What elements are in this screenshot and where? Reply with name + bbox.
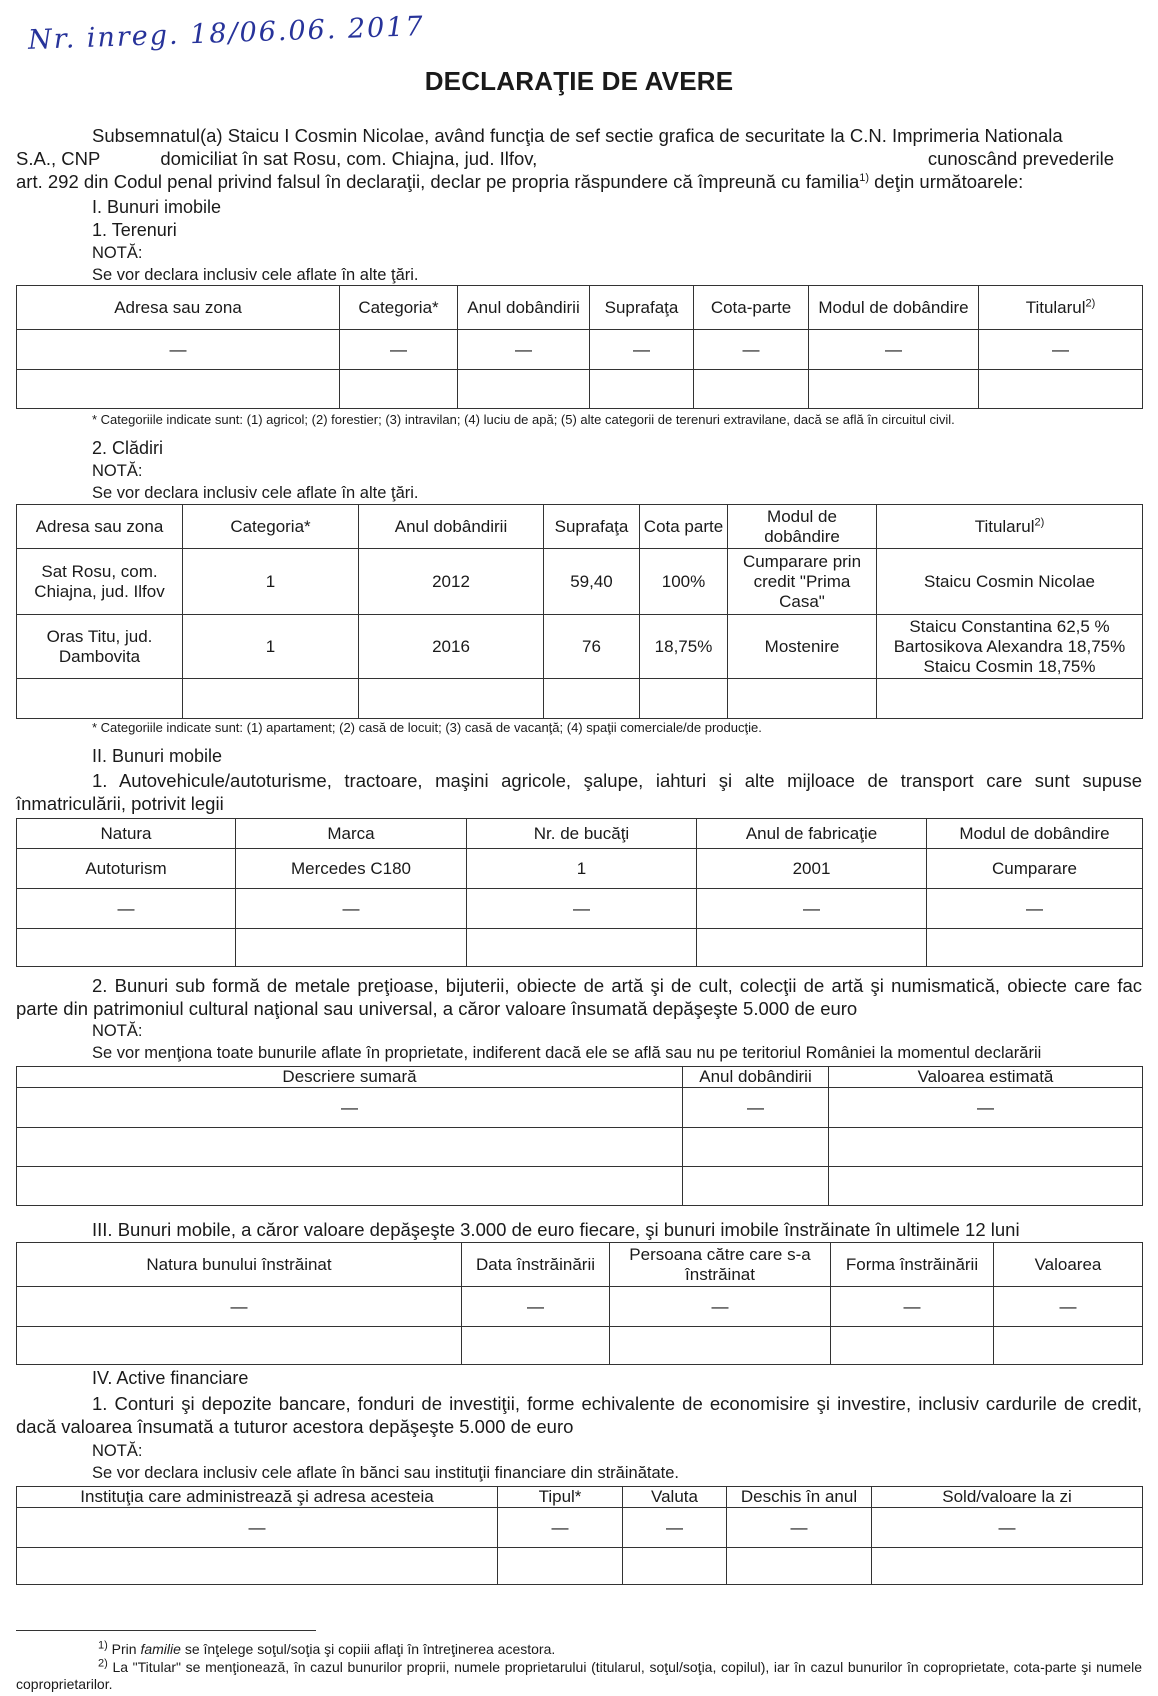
table-cell xyxy=(727,1548,872,1585)
table-cell: Cumparare prin credit "Prima Casa" xyxy=(728,549,877,615)
table-cell: Staicu Constantina 62,5 % Bartosikova Alexandra 18,75% Staicu Cosmin 18,75% xyxy=(877,615,1143,679)
footnote-categories-cladiri: * Categoriile indicate sunt: (1) apartament; (2) casă de locuit; (3) casă de vacanţă; (4) spaţii comerciale/de producţie. xyxy=(92,720,762,735)
col-header: Anul de fabricaţie xyxy=(697,819,927,849)
table-cell xyxy=(590,370,694,409)
nota-text: Se vor menţiona toate bunurile aflate în proprietate, indiferent dacă ele se află sau nu pe teritoriul României la momentul declarării xyxy=(92,1044,1042,1062)
table-header-row xyxy=(17,1243,1143,1287)
col-header: Cota-parte xyxy=(694,286,809,330)
table-header-row xyxy=(17,1487,1143,1508)
col-header: Cota parte xyxy=(640,505,728,549)
table-cell xyxy=(236,929,467,967)
table-cell: — xyxy=(809,330,979,370)
nota-label: NOTĂ: xyxy=(92,1022,143,1040)
table-autovehicule xyxy=(16,818,1143,967)
table-cell xyxy=(994,1327,1143,1365)
section-heading-mobile: II. Bunuri mobile xyxy=(92,746,223,766)
col-header: Valoarea xyxy=(994,1243,1143,1287)
table-row xyxy=(17,1327,1143,1365)
col-header: Modul de dobândire xyxy=(809,286,979,330)
table-cell: — xyxy=(727,1508,872,1548)
nota-text: Se vor declara inclusiv cele aflate în bănci sau instituţii financiare din străinătate. xyxy=(92,1464,679,1482)
table-cell xyxy=(340,370,458,409)
table-cell: — xyxy=(979,330,1143,370)
paragraph-autovehicule xyxy=(16,769,1142,815)
col-header xyxy=(979,286,1143,330)
nota-label: NOTĂ: xyxy=(92,462,143,480)
col-header: Natura bunului înstrăinat xyxy=(17,1243,462,1287)
handwritten-registration-note: Nr. inreg. 18/06.06. 2017 xyxy=(27,11,426,56)
table-header-row xyxy=(17,1067,1143,1088)
table-cell xyxy=(462,1327,610,1365)
col-header: Persoana către care s-a înstrăinat xyxy=(610,1243,831,1287)
section-heading-instrainate: III. Bunuri mobile, a căror valoare depăşeşte 3.000 de euro fiecare, şi bunuri imobile înstrăinate în ultimele 12 luni xyxy=(92,1219,1020,1240)
table-cell: — xyxy=(829,1088,1143,1128)
nota-text: Se vor declara inclusiv cele aflate în alte ţări. xyxy=(92,266,419,284)
table-cell: — xyxy=(927,889,1143,929)
footnote-2 xyxy=(16,1659,1142,1693)
table-row xyxy=(17,929,1143,967)
footnote-ref-2: 2) xyxy=(1034,515,1045,528)
table-row xyxy=(17,849,1143,889)
table-cell: — xyxy=(17,1088,683,1128)
table-cell: Staicu Cosmin Nicolae xyxy=(877,549,1143,615)
table-cell xyxy=(829,1167,1143,1206)
table-cell: 59,40 xyxy=(544,549,640,615)
table-cell: — xyxy=(694,330,809,370)
intro-line-2 xyxy=(16,147,1114,170)
table-row xyxy=(17,679,1143,719)
table-cell: — xyxy=(994,1287,1143,1327)
table-cell xyxy=(498,1548,623,1585)
table-cell xyxy=(683,1128,829,1167)
col-header: Marca xyxy=(236,819,467,849)
col-header: Adresa sau zona xyxy=(17,505,183,549)
intro-line-1: Subsemnatul(a) Staicu I Cosmin Nicolae, având funcţia de sef sectie grafica de securitate la C.N. Imprimeria Nationala xyxy=(92,125,1063,146)
col-header: Adresa sau zona xyxy=(17,286,340,330)
col-header: Anul dobândirii xyxy=(359,505,544,549)
footnote-ref-1: 1) xyxy=(859,171,870,184)
table-cell: 1 xyxy=(467,849,697,889)
paragraph-bunuri-pretioase xyxy=(16,974,1142,1020)
table-header-row xyxy=(17,819,1143,849)
table-cell: 2016 xyxy=(359,615,544,679)
table-cell: — xyxy=(623,1508,727,1548)
table-row xyxy=(17,615,1143,679)
table-cell xyxy=(829,1128,1143,1167)
table-cell: — xyxy=(498,1508,623,1548)
table-row xyxy=(17,370,1143,409)
col-header: Anul dobândirii xyxy=(458,286,590,330)
table-cell: — xyxy=(872,1508,1143,1548)
table-cell xyxy=(458,370,590,409)
col-header: Deschis în anul xyxy=(727,1487,872,1508)
table-cell: 18,75% xyxy=(640,615,728,679)
table-cell xyxy=(640,679,728,719)
table-cell: 2012 xyxy=(359,549,544,615)
table-cell xyxy=(623,1548,727,1585)
table-cell xyxy=(809,370,979,409)
col-header: Forma înstrăinării xyxy=(831,1243,994,1287)
table-cell: Mostenire xyxy=(728,615,877,679)
table-cell: — xyxy=(17,330,340,370)
col-header: Nr. de bucăţi xyxy=(467,819,697,849)
nota-label: NOTĂ: xyxy=(92,244,143,262)
table-cell xyxy=(467,929,697,967)
table-cell: Autoturism xyxy=(17,849,236,889)
footnote-2-text: La "Titular" se menţionează, în cazul bunurilor proprii, numele proprietarului (titularul, soţul/soţia, copilul), iar în cazul bunurilor în coproprietate, cota-parte şi numele coproprietarilor. xyxy=(16,1659,1142,1692)
table-cell xyxy=(728,679,877,719)
intro-knowing: cunoscând prevederile xyxy=(927,148,1114,169)
table-cell: 100% xyxy=(640,549,728,615)
table-cell: — xyxy=(17,889,236,929)
table-row xyxy=(17,1128,1143,1167)
col-header: Suprafaţa xyxy=(590,286,694,330)
table-row xyxy=(17,889,1143,929)
nota-text: Se vor declara inclusiv cele aflate în alte ţări. xyxy=(92,484,419,502)
table-cell xyxy=(697,929,927,967)
table-row xyxy=(17,1548,1143,1585)
table-cell: Oras Titu, jud. Dambovita xyxy=(17,615,183,679)
table-cell: 1 xyxy=(183,549,359,615)
table-header-row xyxy=(17,286,1143,330)
paragraph-conturi-text: 1. Conturi şi depozite bancare, fonduri de investiţii, forme echivalente de economisire şi investire, inclusiv cardurile de credit, dacă valoarea însumată a tuturor acestora depăşeşte 5.000 de euro xyxy=(16,1393,1142,1437)
table-row xyxy=(17,1508,1143,1548)
col-header: Natura xyxy=(17,819,236,849)
table-cell: — xyxy=(610,1287,831,1327)
table-cell xyxy=(610,1327,831,1365)
table-cell xyxy=(17,929,236,967)
footnote-1-italic: familie xyxy=(140,1641,181,1657)
intro-line-3-text: art. 292 din Codul penal privind falsul în declaraţii, declar pe propria răspundere că împreună cu familia xyxy=(16,171,860,192)
footnote-1 xyxy=(16,1641,555,1658)
footnote-ref-2: 2) xyxy=(1085,296,1096,309)
footnote-1-text-a: Prin xyxy=(107,1641,141,1657)
table-cell: Cumparare xyxy=(927,849,1143,889)
intro-domicile: domiciliat în sat Rosu, com. Chiajna, jud. Ilfov, xyxy=(160,148,538,169)
footnote-1-text-b: se înţelege soţul/soţia şi copiii aflaţi în întreţinerea acestora. xyxy=(180,1641,556,1657)
table-cell xyxy=(831,1327,994,1365)
col-header: Valoarea estimată xyxy=(829,1067,1143,1088)
intro-line-3 xyxy=(16,170,1114,193)
table-bunuri-pretioase xyxy=(16,1066,1143,1206)
col-header: Instituţia care administrează şi adresa acesteia xyxy=(17,1487,498,1508)
section-heading-imobile: I. Bunuri imobile xyxy=(92,197,222,217)
table-cladiri xyxy=(16,504,1143,719)
col-header: Valuta xyxy=(623,1487,727,1508)
col-header: Modul de dobândire xyxy=(728,505,877,549)
table-cell xyxy=(877,679,1143,719)
col-header: Anul dobândirii xyxy=(683,1067,829,1088)
footnote-categories-terenuri: * Categoriile indicate sunt: (1) agricol; (2) forestier; (3) intravilan; (4) luciu de apă; (5) alte categorii de terenuri extravilane, dacă se află în circuitul civil. xyxy=(92,412,955,427)
col-header: Data înstrăinării xyxy=(462,1243,610,1287)
col-header: Categoria* xyxy=(340,286,458,330)
col-header: Suprafaţa xyxy=(544,505,640,549)
table-instrainate xyxy=(16,1242,1143,1365)
table-cell: Sat Rosu, com. Chiajna, jud. Ilfov xyxy=(17,549,183,615)
table-cell: — xyxy=(697,889,927,929)
intro-paragraph xyxy=(16,124,1114,193)
col-header: Descriere sumară xyxy=(17,1067,683,1088)
col-header: Tipul* xyxy=(498,1487,623,1508)
table-terenuri xyxy=(16,285,1143,409)
col-header: Sold/valoare la zi xyxy=(872,1487,1143,1508)
col-header xyxy=(877,505,1143,549)
table-row xyxy=(17,1088,1143,1128)
intro-line-3-end: deţin următoarele: xyxy=(869,171,1024,192)
footnote-2-marker: 2) xyxy=(98,1657,108,1670)
table-cell xyxy=(17,370,340,409)
table-cell: — xyxy=(340,330,458,370)
table-cell: — xyxy=(683,1088,829,1128)
table-cell xyxy=(17,1327,462,1365)
table-cell xyxy=(183,679,359,719)
table-cell xyxy=(17,1167,683,1206)
table-row xyxy=(17,330,1143,370)
footnote-1-marker: 1) xyxy=(98,1639,108,1652)
section-heading-active: IV. Active financiare xyxy=(92,1368,249,1388)
table-row xyxy=(17,1287,1143,1327)
table-cell: 1 xyxy=(183,615,359,679)
paragraph-bunuri-pretioase-text: 2. Bunuri sub formă de metale preţioase, bijuterii, obiecte de artă şi de cult, colecţii de artă şi numismatică, obiecte care fac parte din patrimoniul cultural naţional sau universal, a căror valoare însumată depăşeşte 5.000 de euro xyxy=(16,975,1142,1019)
table-header-row xyxy=(17,505,1143,549)
footnote-separator xyxy=(16,1630,316,1631)
table-cell: Mercedes C180 xyxy=(236,849,467,889)
table-row xyxy=(17,549,1143,615)
table-cell xyxy=(927,929,1143,967)
table-cell xyxy=(17,679,183,719)
nota-label: NOTĂ: xyxy=(92,1442,143,1460)
table-cell: — xyxy=(831,1287,994,1327)
table-cell: — xyxy=(17,1287,462,1327)
document-title: DECLARAŢIE DE AVERE xyxy=(424,66,734,96)
table-cell xyxy=(544,679,640,719)
paragraph-autovehicule-text: 1. Autovehicule/autoturisme, tractoare, maşini agricole, şalupe, iahturi şi alte mijloace de transport care sunt supuse înmatriculării, potrivit legii xyxy=(16,770,1142,814)
table-cell: 2001 xyxy=(697,849,927,889)
table-cell xyxy=(872,1548,1143,1585)
table-cell: — xyxy=(17,1508,498,1548)
table-cell xyxy=(694,370,809,409)
intro-cnp-label: S.A., CNP xyxy=(16,148,101,169)
subsection-cladiri: 2. Clădiri xyxy=(92,438,164,458)
table-cell: — xyxy=(467,889,697,929)
table-cell: — xyxy=(236,889,467,929)
table-cell xyxy=(979,370,1143,409)
table-cell xyxy=(17,1128,683,1167)
table-cell xyxy=(359,679,544,719)
subsection-terenuri: 1. Terenuri xyxy=(92,220,177,240)
titular-header-text: Titularul xyxy=(974,516,1035,536)
table-row xyxy=(17,1167,1143,1206)
table-cell xyxy=(683,1167,829,1206)
col-header: Categoria* xyxy=(183,505,359,549)
table-cell: — xyxy=(590,330,694,370)
table-cell: 76 xyxy=(544,615,640,679)
table-cell xyxy=(17,1548,498,1585)
titular-header-text: Titularul xyxy=(1025,297,1086,317)
table-cell: — xyxy=(458,330,590,370)
table-conturi xyxy=(16,1486,1143,1585)
paragraph-conturi xyxy=(16,1392,1142,1438)
col-header: Modul de dobândire xyxy=(927,819,1143,849)
table-cell: — xyxy=(462,1287,610,1327)
